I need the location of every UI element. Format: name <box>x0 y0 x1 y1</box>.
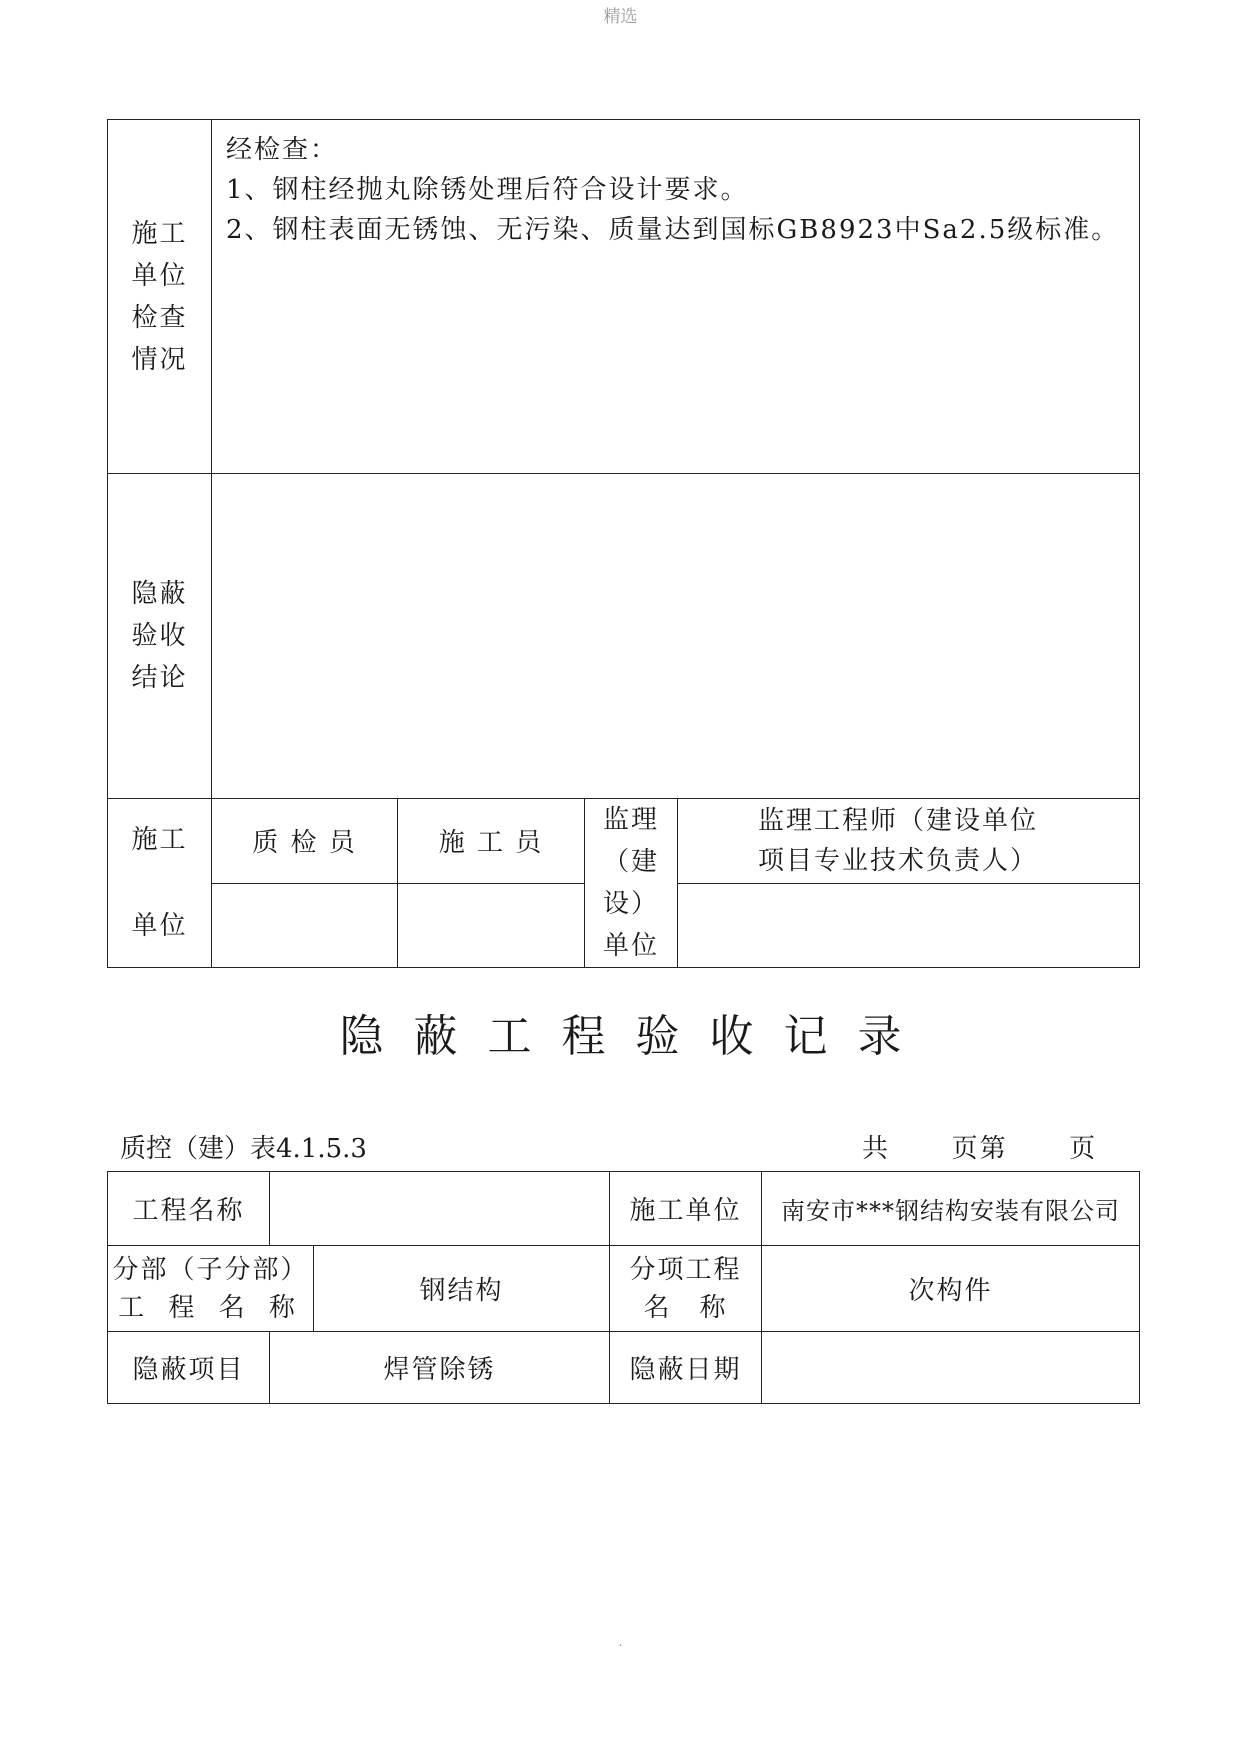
constructor-signature[interactable] <box>398 883 585 968</box>
conclusion-content[interactable] <box>212 474 1140 799</box>
hidden-date-label: 隐蔽日期 <box>610 1332 762 1404</box>
construction-unit-label: 施工 单位 <box>108 799 212 968</box>
inspection-row <box>108 120 1140 474</box>
supervision-engineer-signature[interactable] <box>678 883 1140 968</box>
inspection-table <box>107 119 1140 968</box>
subdivision-value[interactable]: 钢结构 <box>314 1246 610 1332</box>
record-row <box>108 1172 1140 1246</box>
hidden-item-label: 隐蔽项目 <box>108 1332 270 1404</box>
conclusion-row <box>108 474 1140 799</box>
page-title: 隐蔽工程验收记录 <box>339 1011 932 1062</box>
form-code: 质控（建）表4.1.5.3 <box>120 1134 367 1164</box>
subdivision-label: 分部（子分部） 工 程 名 称 <box>108 1246 314 1332</box>
supervision-unit-label: 监理 （建 设） 单位 <box>585 799 678 968</box>
hidden-item-value[interactable]: 焊管除锈 <box>270 1332 610 1404</box>
quality-inspector-signature[interactable] <box>212 883 398 968</box>
inspection-line: 1、钢柱经抛丸除锈处理后符合设计要求。 <box>226 175 749 205</box>
hidden-date-value[interactable] <box>762 1332 1140 1404</box>
inspection-label: 施工 单位 检查 情况 <box>108 120 212 474</box>
construction-unit-label: 施工单位 <box>610 1172 762 1246</box>
page-info: 共 页第 页 <box>862 1134 1098 1164</box>
inspection-content <box>212 120 1140 474</box>
constructor-label: 施 工 员 <box>398 799 585 884</box>
conclusion-label: 隐蔽 验收 结论 <box>108 474 212 799</box>
record-row <box>108 1246 1140 1332</box>
item-value[interactable]: 次构件 <box>762 1246 1140 1332</box>
supervision-engineer-label: 监理工程师（建设单位 项目专业技术负责人） <box>678 799 1140 884</box>
quality-inspector-label: 质 检 员 <box>212 799 398 884</box>
signoff-row-top <box>108 799 1140 884</box>
footer-mark: . <box>618 1635 623 1649</box>
item-label: 分项工程 名 称 <box>610 1246 762 1332</box>
project-name-label: 工程名称 <box>108 1172 270 1246</box>
header-watermark: 精选 <box>603 7 638 27</box>
inspection-line: 经检查： <box>226 135 339 165</box>
construction-unit-value[interactable]: 南安市***钢结构安装有限公司 <box>762 1172 1140 1246</box>
project-name-value[interactable] <box>270 1172 610 1246</box>
record-table <box>107 1171 1140 1404</box>
record-row <box>108 1332 1140 1404</box>
inspection-line: 2、钢柱表面无锈蚀、无污染、质量达到国标GB8923中Sa2.5级标准。 <box>226 215 1120 245</box>
